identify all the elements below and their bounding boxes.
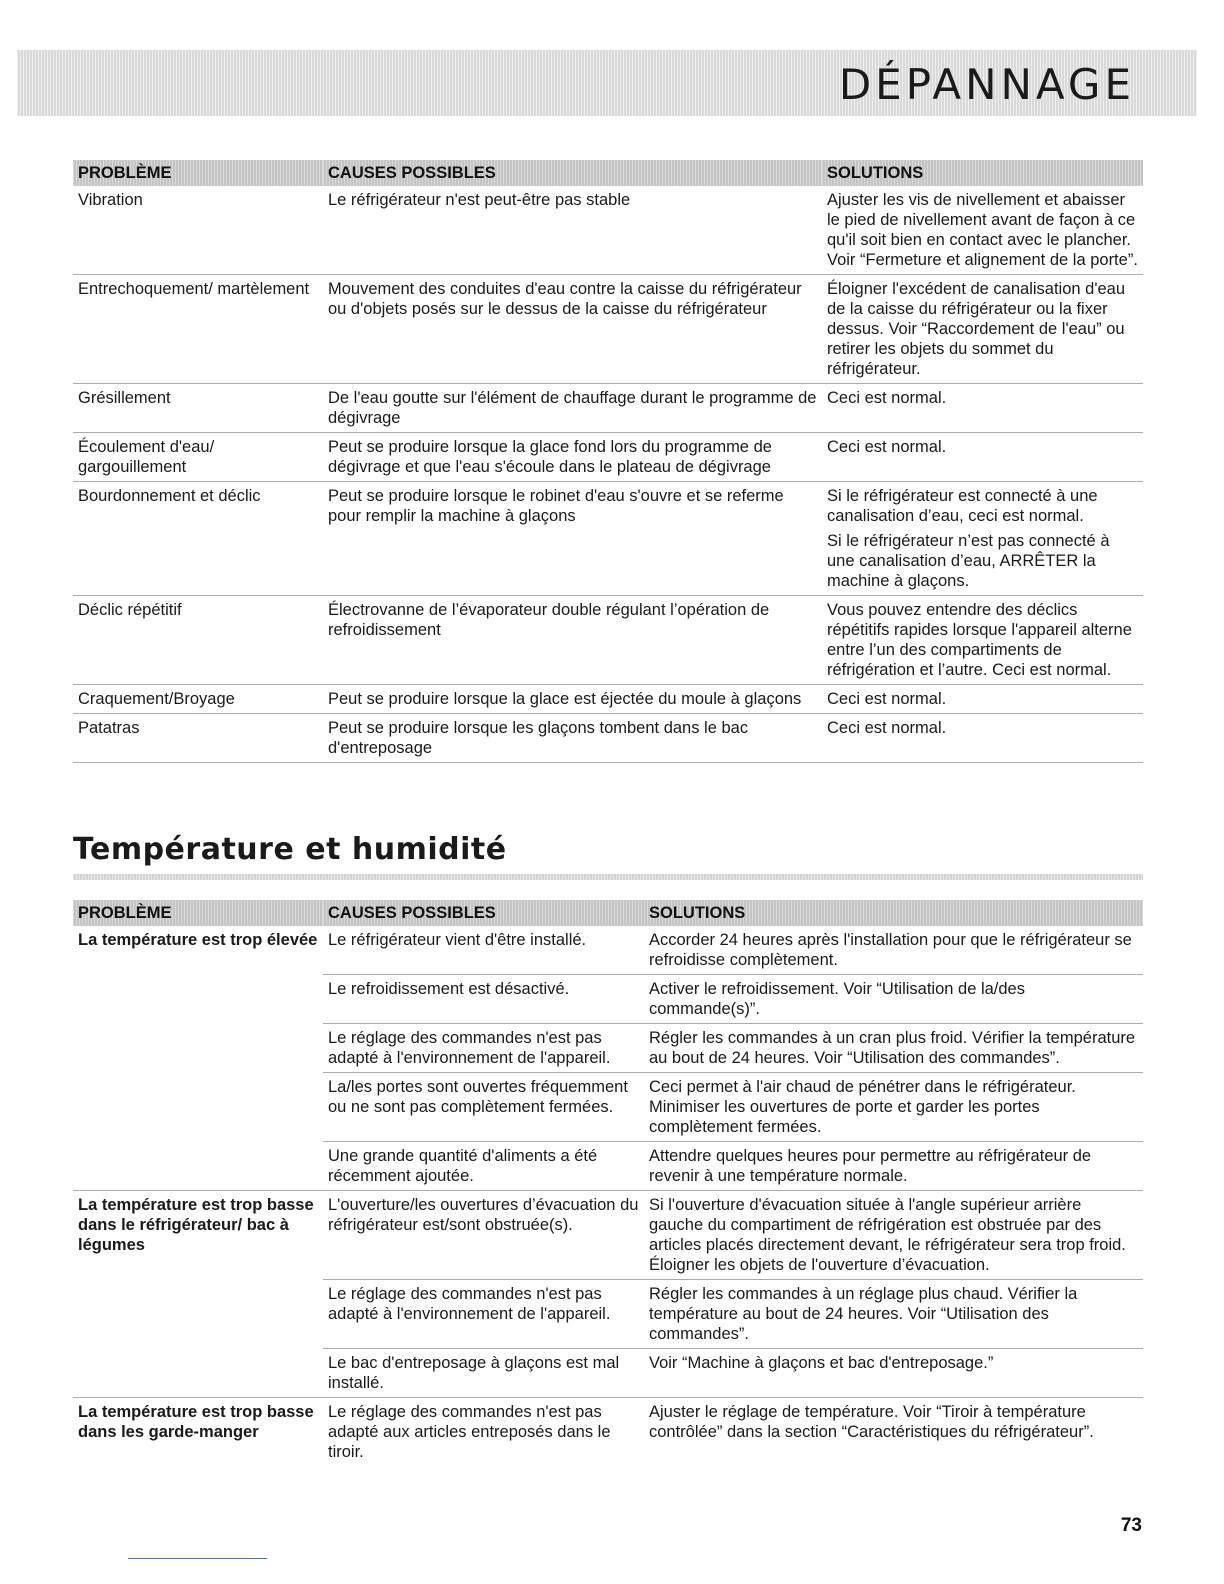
table-row — [73, 1191, 1143, 1280]
solution-cell: Si l'ouverture d'évacuation située à l'angle supérieur arrière gauche du compartiment de réfrigération est obstruée par des articles placés directement devant, le réfrigérateur sera trop froid. Éloigner les objets de l'ouverture d’évacuation. — [644, 1191, 1143, 1280]
problem-cell: Écoulement d'eau/ gargouillement — [73, 433, 323, 482]
column-header-problem: PROBLÈME — [73, 900, 323, 926]
cause-cell: Le réglage des commandes n'est pas adapté à l'environnement de l'appareil. — [323, 1280, 644, 1349]
solution-cell: Activer le refroidissement. Voir “Utilisation de la/des commande(s)”. — [644, 975, 1143, 1024]
table-row — [73, 433, 1143, 482]
column-header-causes: CAUSES POSSIBLES — [323, 900, 644, 926]
column-header-solutions: SOLUTIONS — [644, 900, 1143, 926]
page-title: DÉPANNAGE — [838, 60, 1135, 109]
problem-cell: Patatras — [73, 714, 323, 763]
solution-cell: Régler les commandes à un réglage plus chaud. Vérifier la température au bout de 24 heures. Voir “Utilisation des commandes”. — [644, 1280, 1143, 1349]
solution-cell: Ajuster le réglage de température. Voir “Tiroir à température contrôlée” dans la section “Caractéristiques du réfrigérateur”. — [649, 1403, 1094, 1441]
noise-troubleshooting-table — [73, 160, 1143, 763]
table-row — [73, 275, 1143, 384]
cause-cell: Le réglage des commandes n'est pas adapté à l'environnement de l'appareil. — [323, 1024, 644, 1073]
cause-cell: Électrovanne de l’évaporateur double régulant l’opération de refroidissement — [323, 596, 822, 685]
cause-cell: Une grande quantité d'aliments a été récemment ajoutée. — [323, 1142, 644, 1191]
problem-cell: La température est trop basse dans les garde-manger — [78, 1403, 314, 1441]
cause-cell: La/les portes sont ouvertes fréquemment ou ne sont pas complètement fermées. — [323, 1073, 644, 1142]
solution-paragraph: Si le réfrigérateur est connecté à une canalisation d’eau, ceci est normal. — [827, 487, 1098, 525]
header-banner — [17, 50, 1197, 116]
table-row — [73, 685, 1143, 714]
table-header-row — [73, 160, 1143, 186]
cause-cell: Peut se produire lorsque le robinet d'eau s'ouvre et se referme pour remplir la machine à glaçons — [323, 482, 822, 596]
cause-cell: Peut se produire lorsque les glaçons tombent dans le bac d'entreposage — [323, 714, 822, 763]
problem-cell: Grésillement — [73, 384, 323, 433]
table-row — [73, 596, 1143, 685]
page-number: 73 — [1120, 1515, 1142, 1536]
problem-cell: Déclic répétitif — [73, 596, 323, 685]
table-row — [73, 186, 1143, 275]
cause-cell: Le bac d'entreposage à glaçons est mal installé. — [323, 1349, 644, 1398]
solution-cell: Éloigner l'excédent de canalisation d'eau de la caisse du réfrigérateur ou la fixer dessus. Voir “Raccordement de l'eau” ou retirer les objets du sommet du réfrigérateur. — [822, 275, 1143, 384]
solution-cell: Ceci est normal. — [822, 685, 1143, 714]
solution-cell: Ceci est normal. — [822, 714, 1143, 763]
cause-cell: Le réglage des commandes n'est pas adapté aux articles entreposés dans le tiroir. — [328, 1403, 611, 1461]
cause-cell: Mouvement des conduites d'eau contre la caisse du réfrigérateur ou d'objets posés sur le dessus de la caisse du réfrigérateur — [323, 275, 822, 384]
problem-cell: La température est trop basse dans le réfrigérateur/ bac à légumes — [73, 1191, 323, 1398]
solution-cell: Attendre quelques heures pour permettre au réfrigérateur de revenir à une température normale. — [644, 1142, 1143, 1191]
section-title: Température et humidité — [73, 832, 507, 867]
table-header-row — [73, 900, 1143, 926]
column-header-solutions: SOLUTIONS — [822, 160, 1143, 186]
cause-cell: Le réfrigérateur n'est peut-être pas stable — [323, 186, 822, 275]
cause-cell: Le refroidissement est désactivé. — [323, 975, 644, 1024]
problem-cell: Entrechoquement/ martèlement — [73, 275, 323, 384]
solution-paragraph: Si le réfrigérateur n’est pas connecté à une canalisation d’eau, ARRÊTER la machine à glaçons. — [827, 532, 1110, 590]
solution-cell: Accorder 24 heures après l'installation pour que le réfrigérateur se refroidisse complètement. — [644, 926, 1143, 975]
temperature-troubleshooting-table — [73, 900, 1143, 1466]
problem-cell: Vibration — [73, 186, 323, 275]
footer-line — [128, 1558, 267, 1559]
table-row — [73, 384, 1143, 433]
solution-cell — [822, 482, 1143, 596]
cause-cell: De l'eau goutte sur l'élément de chauffage durant le programme de dégivrage — [323, 384, 822, 433]
cause-cell: L'ouverture/les ouvertures d’évacuation du réfrigérateur est/sont obstruée(s). — [323, 1191, 644, 1280]
solution-cell: Ceci est normal. — [822, 433, 1143, 482]
solution-cell: Ceci est normal. — [822, 384, 1143, 433]
table-row — [73, 926, 1143, 975]
section-divider — [73, 874, 1143, 880]
column-header-problem: PROBLÈME — [73, 160, 323, 186]
problem-cell: La température est trop élevée — [73, 926, 323, 1191]
solution-cell: Vous pouvez entendre des déclics répétitifs rapides lorsque l'appareil alterne entre l’un des compartiments de réfrigération et l’autre. Ceci est normal. — [822, 596, 1143, 685]
table-row — [73, 482, 1143, 596]
cause-cell: Peut se produire lorsque la glace est éjectée du moule à glaçons — [323, 685, 822, 714]
table-row — [73, 1398, 1143, 1467]
problem-cell: Bourdonnement et déclic — [73, 482, 323, 596]
solution-cell: Régler les commandes à un cran plus froid. Vérifier la température au bout de 24 heures. Voir “Utilisation des commandes”. — [644, 1024, 1143, 1073]
cause-cell: Le réfrigérateur vient d'être installé. — [323, 926, 644, 975]
table-row — [73, 714, 1143, 763]
column-header-causes: CAUSES POSSIBLES — [323, 160, 822, 186]
problem-cell: Craquement/Broyage — [73, 685, 323, 714]
solution-cell: Voir “Machine à glaçons et bac d'entreposage.” — [644, 1349, 1143, 1398]
solution-cell: Ajuster les vis de nivellement et abaisser le pied de nivellement avant de façon à ce qu'il soit bien en contact avec le plancher. Voir “Fermeture et alignement de la porte”. — [822, 186, 1143, 275]
cause-cell: Peut se produire lorsque la glace fond lors du programme de dégivrage et que l'eau s'écoule dans le plateau de dégivrage — [323, 433, 822, 482]
solution-cell: Ceci permet à l'air chaud de pénétrer dans le réfrigérateur. Minimiser les ouvertures de porte et garder les portes complètement fermées. — [644, 1073, 1143, 1142]
